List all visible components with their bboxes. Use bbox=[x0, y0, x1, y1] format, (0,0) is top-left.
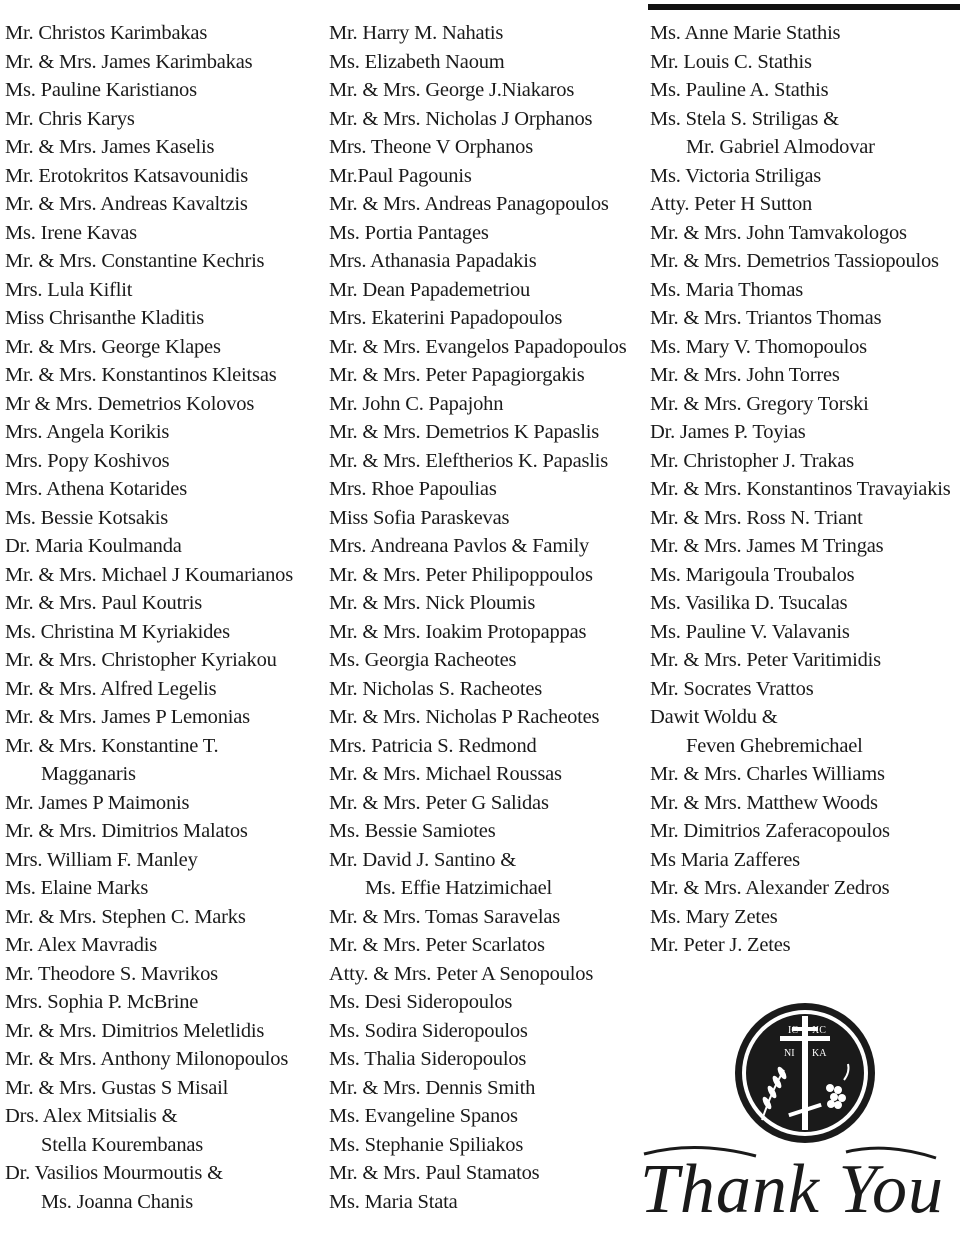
donor-name: Mr. & Mrs. Peter Papagiorgakis bbox=[329, 364, 585, 386]
donor-name: Mr. & Mrs. Matthew Woods bbox=[650, 791, 878, 814]
donor-name: Mrs. Popy Koshivos bbox=[5, 449, 170, 472]
donor-name: Ms. Thalia Sideropoulos bbox=[329, 1048, 527, 1070]
donor-name: Mr. & Mrs. Michael Roussas bbox=[329, 763, 562, 785]
donor-name: Mr. & Mrs. Tomas Saravelas bbox=[329, 905, 560, 928]
donor-name: Mr. & Mrs. Nicholas J Orphanos bbox=[329, 107, 593, 130]
donor-name: Mr. & Mrs. James M Tringas bbox=[650, 535, 884, 557]
donor-name: Mr. & Mrs. Konstantinos Kleitsas bbox=[5, 364, 277, 386]
donor-name: Ms. Elizabeth Naoum bbox=[329, 50, 505, 73]
donor-name: Mrs. Athena Kotarides bbox=[5, 478, 187, 500]
donor-name: Mr. & Mrs. Evangelos Papadopoulos bbox=[329, 335, 627, 358]
donor-name: Ms. Bessie Samiotes bbox=[329, 820, 496, 842]
donor-name: Dawit Woldu & bbox=[650, 706, 778, 728]
donor-name: Dr. Vasilios Mourmoutis & bbox=[5, 1162, 223, 1184]
donor-name: Mr. & Mrs. Andreas Kavaltzis bbox=[5, 193, 248, 215]
donor-name: Ms. Anne Marie Stathis bbox=[650, 22, 841, 44]
donor-name: Mr. & Mrs. Michael J Koumarianos bbox=[5, 563, 293, 586]
donor-name: Mrs. Ekaterini Papadopoulos bbox=[329, 307, 563, 329]
donor-column-1 bbox=[5, 19, 320, 1216]
donor-name: Mr. Christopher J. Trakas bbox=[650, 449, 855, 472]
donor-name-continuation: Feven Ghebremichael bbox=[686, 734, 863, 757]
donor-name: Mr & Mrs. Demetrios Kolovos bbox=[5, 392, 255, 415]
donor-name: Mr. Socrates Vrattos bbox=[650, 677, 814, 700]
donor-name: Ms. Marigoula Troubalos bbox=[650, 563, 855, 586]
donor-name: Ms. Vasilika D. Tsucalas bbox=[650, 592, 848, 614]
thank-you-signature bbox=[636, 1138, 960, 1234]
donor-name-continuation: Ms. Effie Hatzimichael bbox=[365, 877, 553, 899]
donor-name: Mr. & Mrs. Alexander Zedros bbox=[650, 877, 890, 899]
donor-name-continuation: Ms. Joanna Chanis bbox=[41, 1190, 194, 1213]
donor-name: Mr. & Mrs. James Kaselis bbox=[5, 136, 215, 158]
donor-name: Mr. & Mrs. Andreas Panagopoulos bbox=[329, 193, 609, 215]
donor-name: Mr. James P Maimonis bbox=[5, 791, 190, 814]
donor-name-continuation: Magganaris bbox=[41, 763, 136, 785]
donor-name: Ms. Victoria Striligas bbox=[650, 164, 822, 187]
donor-name: Mr. Nicholas S. Racheotes bbox=[329, 677, 543, 700]
donor-name: Mr. & Mrs. Paul Koutris bbox=[5, 592, 202, 614]
donor-name-continuation: Mr. Gabriel Almodovar bbox=[686, 136, 875, 158]
donor-name: Mr. Alex Mavradis bbox=[5, 934, 158, 956]
donor-name: Mr. Erotokritos Katsavounidis bbox=[5, 164, 249, 187]
seal-letters-ka: KA bbox=[812, 1048, 827, 1059]
donor-name: Mr. & Mrs. John Tamvakologos bbox=[650, 221, 907, 244]
donor-name: Miss Sofia Paraskevas bbox=[329, 506, 510, 529]
donor-name: Mr. & Mrs. Dennis Smith bbox=[329, 1076, 536, 1099]
donor-name: Mr. & Mrs. Stephen C. Marks bbox=[5, 905, 246, 928]
donor-name: Mr. & Mrs. Constantine Kechris bbox=[5, 250, 265, 272]
donor-name: Mr.Paul Pagounis bbox=[329, 164, 472, 187]
donor-name: Dr. Maria Koulmanda bbox=[5, 535, 182, 557]
donor-name: Mr. Chris Karys bbox=[5, 107, 135, 130]
donor-name: Ms. Stela S. Striligas & bbox=[650, 107, 839, 130]
donor-name: Ms. Desi Sideropoulos bbox=[329, 991, 513, 1013]
donor-name: Mrs. Sophia P. McBrine bbox=[5, 991, 199, 1013]
donor-name: Mr. & Mrs. George Klapes bbox=[5, 335, 221, 358]
donor-name: Mr. & Mrs. James Karimbakas bbox=[5, 50, 253, 73]
donor-name: Mr. & Mrs. Peter Philipoppoulos bbox=[329, 563, 593, 586]
thank-you-text: Thank You bbox=[640, 1151, 945, 1228]
donor-name: Ms. Portia Pantages bbox=[329, 221, 489, 244]
donor-name: Ms. Mary Zetes bbox=[650, 905, 778, 928]
donor-name: Ms. Christina M Kyriakides bbox=[5, 620, 230, 643]
donor-name: Ms Maria Zafferes bbox=[650, 848, 800, 871]
donor-name: Ms. Pauline V. Valavanis bbox=[650, 620, 850, 643]
donor-name: Mr. & Mrs. Konstantinos Travayiakis bbox=[650, 478, 951, 500]
donor-name: Dr. James P. Toyias bbox=[650, 421, 806, 443]
donor-name: Mr. Theodore S. Mavrikos bbox=[5, 962, 218, 985]
donor-name: Mr. & Mrs. Peter G Salidas bbox=[329, 791, 549, 814]
seal-letters-xc: XC bbox=[812, 1025, 826, 1036]
donor-name: Ms. Stephanie Spiliakos bbox=[329, 1133, 524, 1156]
donor-name-continuation: Stella Kourembanas bbox=[41, 1133, 204, 1156]
donor-name: Mrs. Rhoe Papoulias bbox=[329, 478, 497, 500]
donor-name: Mr. & Mrs. Charles Williams bbox=[650, 763, 885, 785]
donor-name: Mr. & Mrs. Dimitrios Malatos bbox=[5, 820, 248, 842]
donor-name: Ms. Bessie Kotsakis bbox=[5, 506, 169, 529]
donor-name: Mrs. Angela Korikis bbox=[5, 421, 170, 443]
donor-name: Ms. Evangeline Spanos bbox=[329, 1105, 518, 1127]
donor-name: Mr. & Mrs. Peter Varitimidis bbox=[650, 649, 881, 671]
donor-column-3 bbox=[650, 19, 960, 960]
orthodox-cross-seal-icon bbox=[732, 1000, 878, 1146]
donor-name: Ms. Irene Kavas bbox=[5, 221, 137, 244]
donor-name: Mrs. Patricia S. Redmond bbox=[329, 734, 537, 757]
donor-column-2 bbox=[329, 19, 644, 1216]
donor-name: Miss Chrisanthe Kladitis bbox=[5, 307, 205, 329]
donor-name: Ms. Sodira Sideropoulos bbox=[329, 1019, 528, 1042]
donor-name: Ms. Georgia Racheotes bbox=[329, 649, 517, 671]
donor-name: Mr. Louis C. Stathis bbox=[650, 50, 812, 73]
donor-name: Mr. & Mrs. Nick Ploumis bbox=[329, 592, 536, 614]
donor-name: Mr. & Mrs. Dimitrios Meletlidis bbox=[5, 1019, 265, 1042]
donor-name: Mr. & Mrs. Eleftherios K. Papaslis bbox=[329, 449, 609, 472]
donor-name: Mr. & Mrs. Gustas S Misail bbox=[5, 1076, 229, 1099]
donor-name: Mr. Harry M. Nahatis bbox=[329, 22, 504, 44]
donor-name: Mr. & Mrs. Gregory Torski bbox=[650, 392, 869, 415]
donor-name: Ms. Mary V. Thomopoulos bbox=[650, 335, 867, 358]
donor-name: Mr. Dimitrios Zaferacopoulos bbox=[650, 820, 890, 842]
donor-name: Mr. & Mrs. Peter Scarlatos bbox=[329, 934, 545, 956]
donor-name: Mr. & Mrs. John Torres bbox=[650, 364, 840, 386]
donor-name: Ms. Pauline Karistianos bbox=[5, 79, 197, 101]
donor-name: Mr. Peter J. Zetes bbox=[650, 934, 791, 956]
donor-name: Mr. & Mrs. James P Lemonias bbox=[5, 706, 250, 728]
donor-name: Mr. & Mrs. Konstantine T. bbox=[5, 734, 219, 757]
donor-name: Mr. John C. Papajohn bbox=[329, 392, 504, 415]
donor-name: Mr. Dean Papademetriou bbox=[329, 278, 531, 301]
top-rule bbox=[648, 4, 960, 10]
donor-name: Mr. & Mrs. Demetrios K Papaslis bbox=[329, 421, 599, 443]
donor-name: Ms. Pauline A. Stathis bbox=[650, 79, 829, 101]
donor-name: Mr. & Mrs. Demetrios Tassiopoulos bbox=[650, 250, 939, 272]
donor-name: Atty. Peter H Sutton bbox=[650, 193, 813, 215]
donor-name: Mrs. Athanasia Papadakis bbox=[329, 250, 537, 272]
donor-name: Mr. Christos Karimbakas bbox=[5, 22, 208, 44]
donor-name: Ms. Elaine Marks bbox=[5, 877, 149, 899]
donor-name: Ms. Maria Stata bbox=[329, 1190, 458, 1213]
seal-letters-ni: NI bbox=[784, 1048, 795, 1059]
donor-name: Drs. Alex Mitsialis & bbox=[5, 1105, 178, 1127]
donor-name: Mr. & Mrs. George J.Niakaros bbox=[329, 79, 575, 101]
donor-name: Atty. & Mrs. Peter A Senopoulos bbox=[329, 962, 594, 985]
donor-name: Mrs. Theone V Orphanos bbox=[329, 136, 534, 158]
donor-name: Mr. & Mrs. Triantos Thomas bbox=[650, 307, 882, 329]
donor-name: Mrs. William F. Manley bbox=[5, 848, 198, 871]
seal-letters-ic: IC bbox=[788, 1025, 798, 1036]
donor-name: Mrs. Andreana Pavlos & Family bbox=[329, 535, 590, 557]
donor-name: Mr. & Mrs. Paul Stamatos bbox=[329, 1162, 540, 1184]
donor-name: Mr. & Mrs. Ioakim Protopappas bbox=[329, 620, 587, 643]
donor-name: Mr. & Mrs. Anthony Milonopoulos bbox=[5, 1048, 289, 1070]
donor-name: Mr. & Mrs. Nicholas P Racheotes bbox=[329, 706, 600, 728]
donor-name: Mr. & Mrs. Christopher Kyriakou bbox=[5, 649, 277, 671]
donor-name: Ms. Maria Thomas bbox=[650, 278, 804, 301]
donor-name: Mr. David J. Santino & bbox=[329, 848, 516, 871]
donor-name: Mrs. Lula Kiflit bbox=[5, 278, 133, 301]
donor-name: Mr. & Mrs. Ross N. Triant bbox=[650, 506, 863, 529]
donor-name: Mr. & Mrs. Alfred Legelis bbox=[5, 677, 217, 700]
